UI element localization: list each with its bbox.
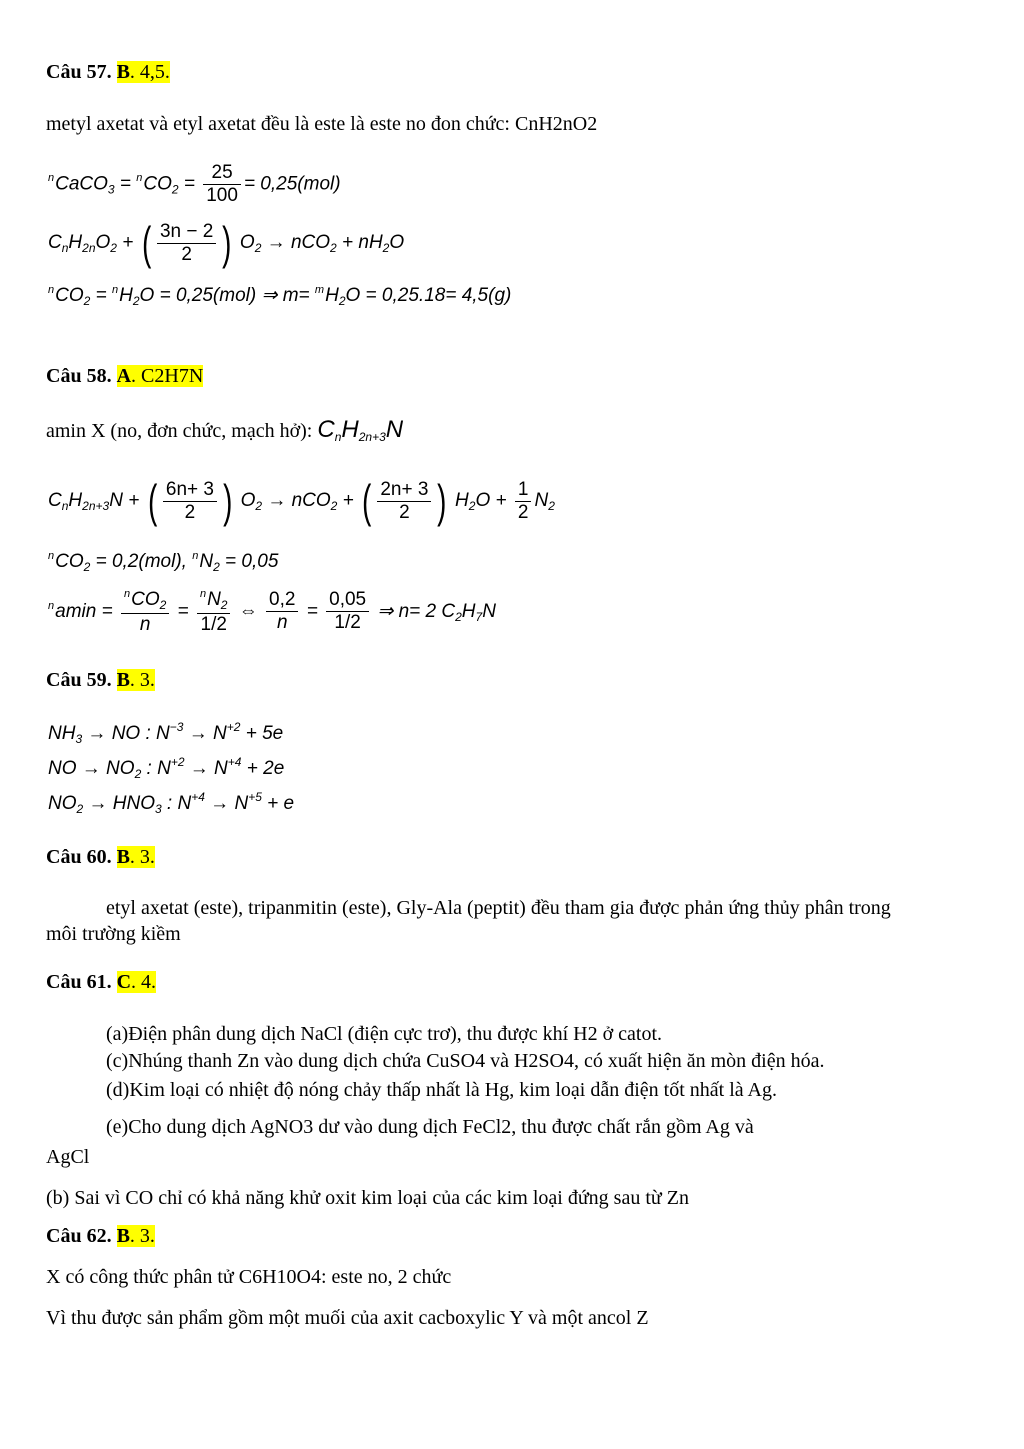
q61-statement-e-line2: AgCl <box>46 1146 90 1168</box>
q61-answer-letter: C <box>116 971 132 993</box>
q59-answer-value: . 3. <box>129 669 155 691</box>
q58-heading <box>46 364 203 388</box>
q58-answer-letter: A <box>116 365 132 387</box>
q58-text: amin X (no, đơn chức, mạch hở): <box>46 420 313 442</box>
q58-intro: amin X (no, đơn chức, mạch hở): $C_nH_{2n+3}N$ <box>46 416 404 444</box>
q59-eq2: NO → $NO_2$ : $N^{+2} \to N^{+4} + 2e$ <box>48 755 285 781</box>
q61-statement-d: (d)Kim loại có nhiệt độ nóng chảy thấp nhất là Hg, kim loại dẫn điện tốt nhất là Ag. <box>106 1079 777 1101</box>
q60-answer-value: . 3. <box>129 846 155 868</box>
q58-title: Câu 58. <box>46 365 112 387</box>
q59-eq3: $NO_2 \to HNO_3$ : $N^{+4} \to N^{+5} + e$ <box>48 790 295 816</box>
q57-eq3: $^nCO_2 = ^nH_2O = 0,25(mol)$ ⇒ $m= ^mH_2O = 0,25.18= 4,5(g)$ <box>48 284 512 308</box>
q57-eq2: $C_nH_{2n}O_2$ + ( $\frac{3n - 2}{2}$ ) $O_2 \to nCO_2 + nH_2O$ <box>48 217 405 269</box>
q62-line2: Vì thu được sản phẩm gồm một muối của axit cacboxylic Y và một ancol Z <box>46 1307 649 1329</box>
q61-answer <box>117 971 156 993</box>
q61-statement-b: (b) Sai vì CO chỉ có khả năng khử oxit kim loại của các kim loại đứng sau từ Zn <box>46 1187 689 1209</box>
q57-heading <box>46 60 170 84</box>
q57-title: Câu 57. <box>46 61 112 83</box>
q62-title: Câu 62. <box>46 1225 112 1247</box>
q59-answer <box>117 669 155 691</box>
q58-answer-value: . C2H7N <box>131 365 204 387</box>
q57-answer <box>117 61 170 83</box>
q60-text-line1: etyl axetat (este), tripanmitin (este), Gly-Ala (peptit) đều tham gia được phản ứng thủy phân trong <box>106 897 891 919</box>
q58-eq1: $C_nH_{2n+3}N$ + ( $\frac{6n+ 3}{2}$ ) $O_2 \to nCO_2$ + ( $\frac{2n+ 3}{2}$ ) $H_2O$ + $\frac{1}{2}$ $N_2$ <box>48 475 555 527</box>
q61-statement-e-line1: (e)Cho dung dịch AgNO3 dư vào dung dịch FeCl2, thu được chất rắn gồm Ag và <box>106 1116 754 1138</box>
q58-eq2: $^nCO_2 = 0,2(mol)$, $^nN_2 = 0,05$ <box>48 550 279 574</box>
q57-eq1: $^n$CaCO$_3$ = $^nCO_2$ = $\frac{25}{100}$ = 0,25(mol) <box>48 162 341 206</box>
q60-answer-letter: B <box>116 846 130 868</box>
q57-answer-value: . 4,5. <box>129 61 170 83</box>
q59-heading <box>46 668 155 692</box>
q59-title: Câu 59. <box>46 669 112 691</box>
q61-statement-a: (a)Điện phân dung dịch NaCl (điện cực trơ), thu được khí H2 ở catot. <box>106 1023 663 1045</box>
q62-heading <box>46 1224 155 1248</box>
q60-title: Câu 60. <box>46 846 112 868</box>
q61-statement-c: (c)Nhúng thanh Zn vào dung dịch chứa CuSO4 và H2SO4, có xuất hiện ăn mòn điện hóa. <box>106 1050 825 1072</box>
q59-eq1: $NH_3$ → NO : $N^{-3} \to N^{+2} + 5e$ <box>48 720 284 746</box>
q60-heading <box>46 845 155 869</box>
q60-text-line2: môi trường kiềm <box>46 923 181 945</box>
q62-answer-value: . 3. <box>129 1225 155 1247</box>
q62-line1: X có công thức phân tử C6H10O4: este no, 2 chức <box>46 1266 452 1288</box>
q57-text: metyl axetat và etyl axetat đều là este là este no đon chức: CnH2nO2 <box>46 113 598 135</box>
q60-answer <box>117 846 155 868</box>
q61-heading <box>46 970 156 994</box>
q58-eq3: $^n$amin = $^nCO_2$ n = $\frac{^nN_2}{1/2}$ ⇔ $\frac{0,2}{n}$ = $\frac{0,05}{1/2}$ ⇒ n= 2 $C_2H_7N$ <box>48 588 496 635</box>
q61-title: Câu 61. <box>46 971 112 993</box>
q59-answer-letter: B <box>116 669 130 691</box>
q58-answer <box>117 365 204 387</box>
q62-answer <box>117 1225 155 1247</box>
q57-answer-letter: B <box>116 61 130 83</box>
q61-answer-value: . 4. <box>131 971 157 993</box>
q62-answer-letter: B <box>116 1225 130 1247</box>
